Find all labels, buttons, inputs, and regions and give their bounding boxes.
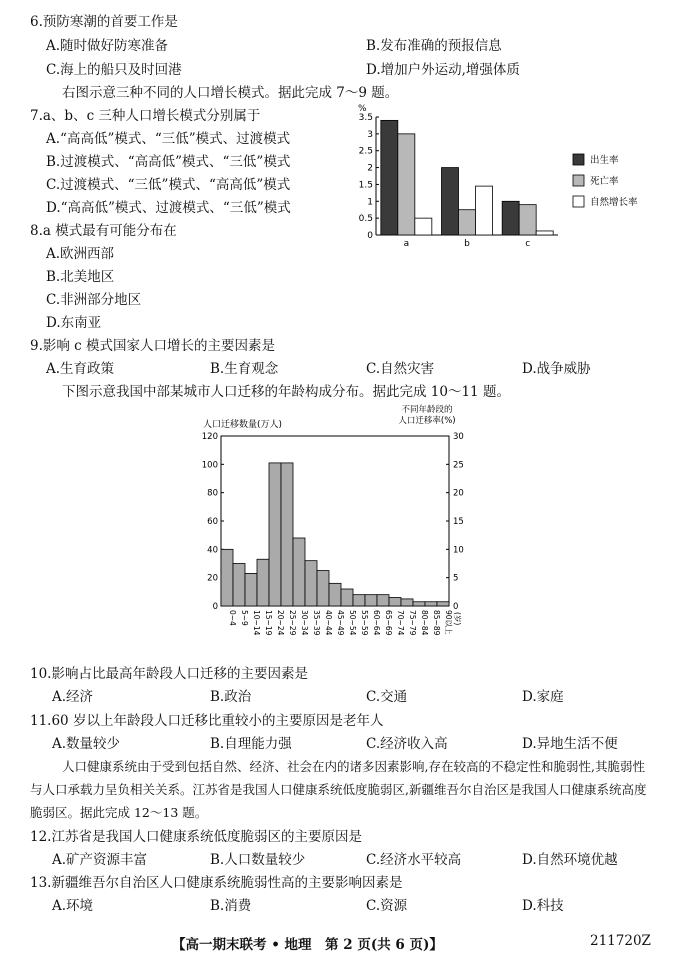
- q6-option-d: D.增加户外运动,增强体质: [366, 62, 520, 78]
- q11-stem: 11.60 岁以上年龄段人口迁移比重较小的主要原因是老年人: [30, 713, 384, 729]
- population-growth-chart: [350, 100, 650, 250]
- q12-stem: 12.江苏省是我国人口健康系统低度脆弱区的主要原因是: [30, 829, 362, 845]
- chart2-x-tick-label: 65~69: [384, 610, 393, 636]
- q12-option-b: B.人口数量较少: [210, 852, 306, 868]
- chart2-bar: [329, 583, 341, 606]
- chart1-bar: [502, 201, 519, 235]
- q12-option-c: C.经济水平较高: [366, 852, 462, 868]
- chart1-y-tick-label: 2.5: [358, 146, 373, 157]
- chart2-bar: [269, 463, 281, 606]
- chart2-x-tick-label: 5~9: [240, 610, 249, 626]
- chart2-x-unit: (岁): [453, 612, 462, 626]
- chart2-y-right-tick-label: 25: [453, 460, 464, 471]
- chart2-bar: [389, 598, 401, 607]
- chart2-bar: [221, 549, 233, 606]
- q7-option-a: A.“高高低”模式、“三低”模式、过渡模式: [46, 131, 291, 147]
- chart2-x-tick-label: 45~49: [336, 610, 345, 636]
- q6-option-b: B.发布准确的预报信息: [366, 38, 502, 54]
- chart1-legend-label: 死亡率: [590, 176, 619, 187]
- paper-code: 211720Z: [590, 933, 651, 949]
- q11-option-b: B.自理能力强: [210, 736, 292, 752]
- q10-option-d: D.家庭: [522, 689, 564, 705]
- chart2-bar: [341, 589, 353, 606]
- q6-option-a: A.随时做好防寒准备: [46, 38, 169, 54]
- chart2-x-tick-label: 0~4: [228, 610, 237, 626]
- chart1-legend-swatch: [573, 154, 584, 165]
- chart1-x-tick-label: c: [525, 239, 531, 249]
- q13-option-b: B.消费: [210, 898, 252, 914]
- chart2-x-tick-label: 20~24: [276, 610, 285, 636]
- chart2-x-tick-label: 55~59: [360, 610, 369, 636]
- chart1-bar: [476, 186, 493, 235]
- q11-option-a: A.数量较少: [52, 736, 121, 752]
- chart1-y-tick-label: 1.5: [358, 180, 373, 191]
- q9-option-b: B.生育观念: [210, 361, 279, 377]
- q13-option-a: A.环境: [52, 898, 94, 914]
- chart1-bar: [459, 210, 476, 235]
- chart2-x-tick-label: 75~79: [408, 610, 417, 636]
- chart2-x-tick-label: 50~54: [348, 610, 357, 636]
- chart2-x-tick-label: 35~39: [312, 610, 321, 636]
- q10-option-b: B.政治: [210, 689, 252, 705]
- chart2-bar: [257, 559, 269, 606]
- chart2-y-right-tick-label: 20: [453, 488, 464, 499]
- migration-age-chart: [195, 402, 485, 660]
- chart2-y-right-tick-label: 15: [453, 517, 464, 527]
- q10-option-a: A.经济: [52, 689, 94, 705]
- chart2-x-tick-label: 85~89: [432, 610, 441, 636]
- chart2-y-right-tick-label: 0: [453, 602, 459, 612]
- chart1-legend-swatch: [573, 175, 584, 186]
- chart2-ylabel-left: 人口迁移数量(万人): [203, 420, 283, 430]
- q13-option-d: D.科技: [522, 898, 564, 914]
- chart2-bar: [245, 573, 257, 606]
- q8-option-d: D.东南亚: [46, 315, 102, 331]
- q6-stem: 6.预防寒潮的首要工作是: [30, 14, 178, 30]
- chart1-bar: [536, 231, 553, 235]
- chart1-y-tick-label: 3: [367, 129, 373, 140]
- chart2-x-tick-label: 60~64: [372, 610, 381, 636]
- chart1-bar: [398, 134, 415, 235]
- chart1-y-tick-label: 2: [367, 163, 373, 174]
- chart2-bar: [353, 595, 365, 606]
- intro-10-11: 下图示意我国中部某城市人口迁移的年龄构成分布。据此完成 10～11 题。: [62, 384, 510, 400]
- chart1-y-tick-label: 1: [367, 197, 373, 208]
- chart1-legend-label: 出生率: [590, 155, 619, 166]
- chart1-y-tick-label: 0.5: [358, 214, 373, 225]
- chart2-y-tick-label: 20: [207, 573, 218, 584]
- chart1-bar: [381, 120, 398, 235]
- chart2-y-right-tick-label: 30: [453, 432, 464, 442]
- chart2-ylabel-right: 不同年龄段的人口迁移率(%): [398, 405, 456, 426]
- chart1-bar: [442, 168, 459, 235]
- chart1-y-tick-label: 0: [367, 231, 373, 241]
- chart2-y-right-tick-label: 10: [453, 545, 464, 556]
- chart1-legend-swatch: [573, 196, 584, 207]
- q8-option-a: A.欧洲西部: [46, 246, 115, 262]
- q9-option-c: C.自然灾害: [366, 361, 435, 377]
- chart2-bar: [437, 602, 449, 606]
- chart2-y-tick-label: 100: [201, 460, 218, 471]
- chart2-x-tick-label: 25~29: [288, 610, 297, 636]
- q10-stem: 10.影响占比最高年龄段人口迁移的主要因素是: [30, 666, 308, 682]
- q7-option-d: D.“高高低”模式、过渡模式、“三低”模式: [46, 200, 291, 216]
- chart2-y-right-tick-label: 5: [453, 573, 459, 584]
- q13-option-c: C.资源: [366, 898, 408, 914]
- chart2-x-tick-label: 10~14: [252, 610, 261, 636]
- q7-option-b: B.过渡模式、“高高低”模式、“三低”模式: [46, 154, 291, 170]
- q7-option-c: C.过渡模式、“三低”模式、“高高低”模式: [46, 177, 291, 193]
- chart1-legend-label: 自然增长率: [590, 197, 638, 208]
- chart1-x-tick-label: a: [403, 239, 410, 249]
- q9-option-a: A.生育政策: [46, 361, 115, 377]
- intro-7-9: 右图示意三种不同的人口增长模式。据此完成 7～9 题。: [62, 85, 399, 101]
- chart2-y-tick-label: 40: [207, 545, 218, 556]
- q12-option-d: D.自然环境优越: [522, 852, 618, 868]
- chart1-bar: [415, 218, 432, 235]
- q10-option-c: C.交通: [366, 689, 408, 705]
- chart2-x-tick-label: 90以上: [444, 610, 453, 635]
- chart2-x-tick-label: 15~19: [264, 610, 273, 636]
- q13-stem: 13.新疆维吾尔自治区人口健康系统脆弱性高的主要影响因素是: [30, 875, 403, 891]
- intro-12-13-paragraph: 人口健康系统由于受到包括自然、经济、社会在内的诸多因素影响,存在较高的不稳定性和脆弱性,其脆弱性与人口承载力呈负相关关系。江苏省是我国人口健康系统低度脆弱区,新疆维吾尔自治区是我国人口健康系统高度脆弱区。据此完成 12～13 题。: [30, 759, 647, 820]
- chart2-bar: [401, 599, 413, 606]
- chart2-y-tick-label: 80: [207, 488, 218, 499]
- q6-option-c: C.海上的船只及时回港: [46, 62, 182, 78]
- q8-option-b: B.北美地区: [46, 269, 115, 285]
- q11-option-d: D.异地生活不便: [522, 736, 618, 752]
- q9-stem: 9.影响 c 模式国家人口增长的主要因素是: [30, 338, 276, 354]
- chart2-y-tick-label: 120: [201, 432, 218, 442]
- q9-option-d: D.战争威胁: [522, 361, 591, 377]
- chart2-x-tick-label: 80~84: [420, 610, 429, 636]
- chart2-bar: [233, 564, 245, 607]
- chart2-bar: [317, 571, 329, 606]
- chart2-y-tick-label: 60: [207, 517, 218, 527]
- chart1-bar: [519, 205, 536, 235]
- q8-option-c: C.非洲部分地区: [46, 292, 142, 308]
- chart2-bar: [293, 538, 305, 606]
- chart2-bar: [365, 595, 377, 606]
- chart2-bar: [305, 561, 317, 606]
- chart1-x-tick-label: b: [464, 239, 470, 249]
- q12-option-a: A.矿产资源丰富: [52, 852, 148, 868]
- chart2-bar: [413, 602, 425, 606]
- chart1-y-tick-label: 3.5: [358, 113, 373, 123]
- chart1-ylabel: %: [358, 104, 367, 114]
- page-footer: 【高一期末联考 • 地理 第 2 页(共 6 页)】: [172, 937, 443, 953]
- q11-option-c: C.经济收入高: [366, 736, 448, 752]
- chart2-x-tick-label: 40~44: [324, 610, 333, 636]
- q8-stem: 8.a 模式最有可能分布在: [30, 223, 177, 239]
- chart2-bar: [425, 602, 437, 606]
- chart2-bar: [377, 595, 389, 606]
- chart2-x-tick-label: 30~34: [300, 610, 309, 636]
- chart2-bar: [281, 463, 293, 606]
- chart2-y-tick-label: 0: [212, 602, 218, 612]
- chart2-x-tick-label: 70~74: [396, 610, 405, 636]
- q7-stem: 7.a、b、c 三种人口增长模式分别属于: [30, 108, 261, 124]
